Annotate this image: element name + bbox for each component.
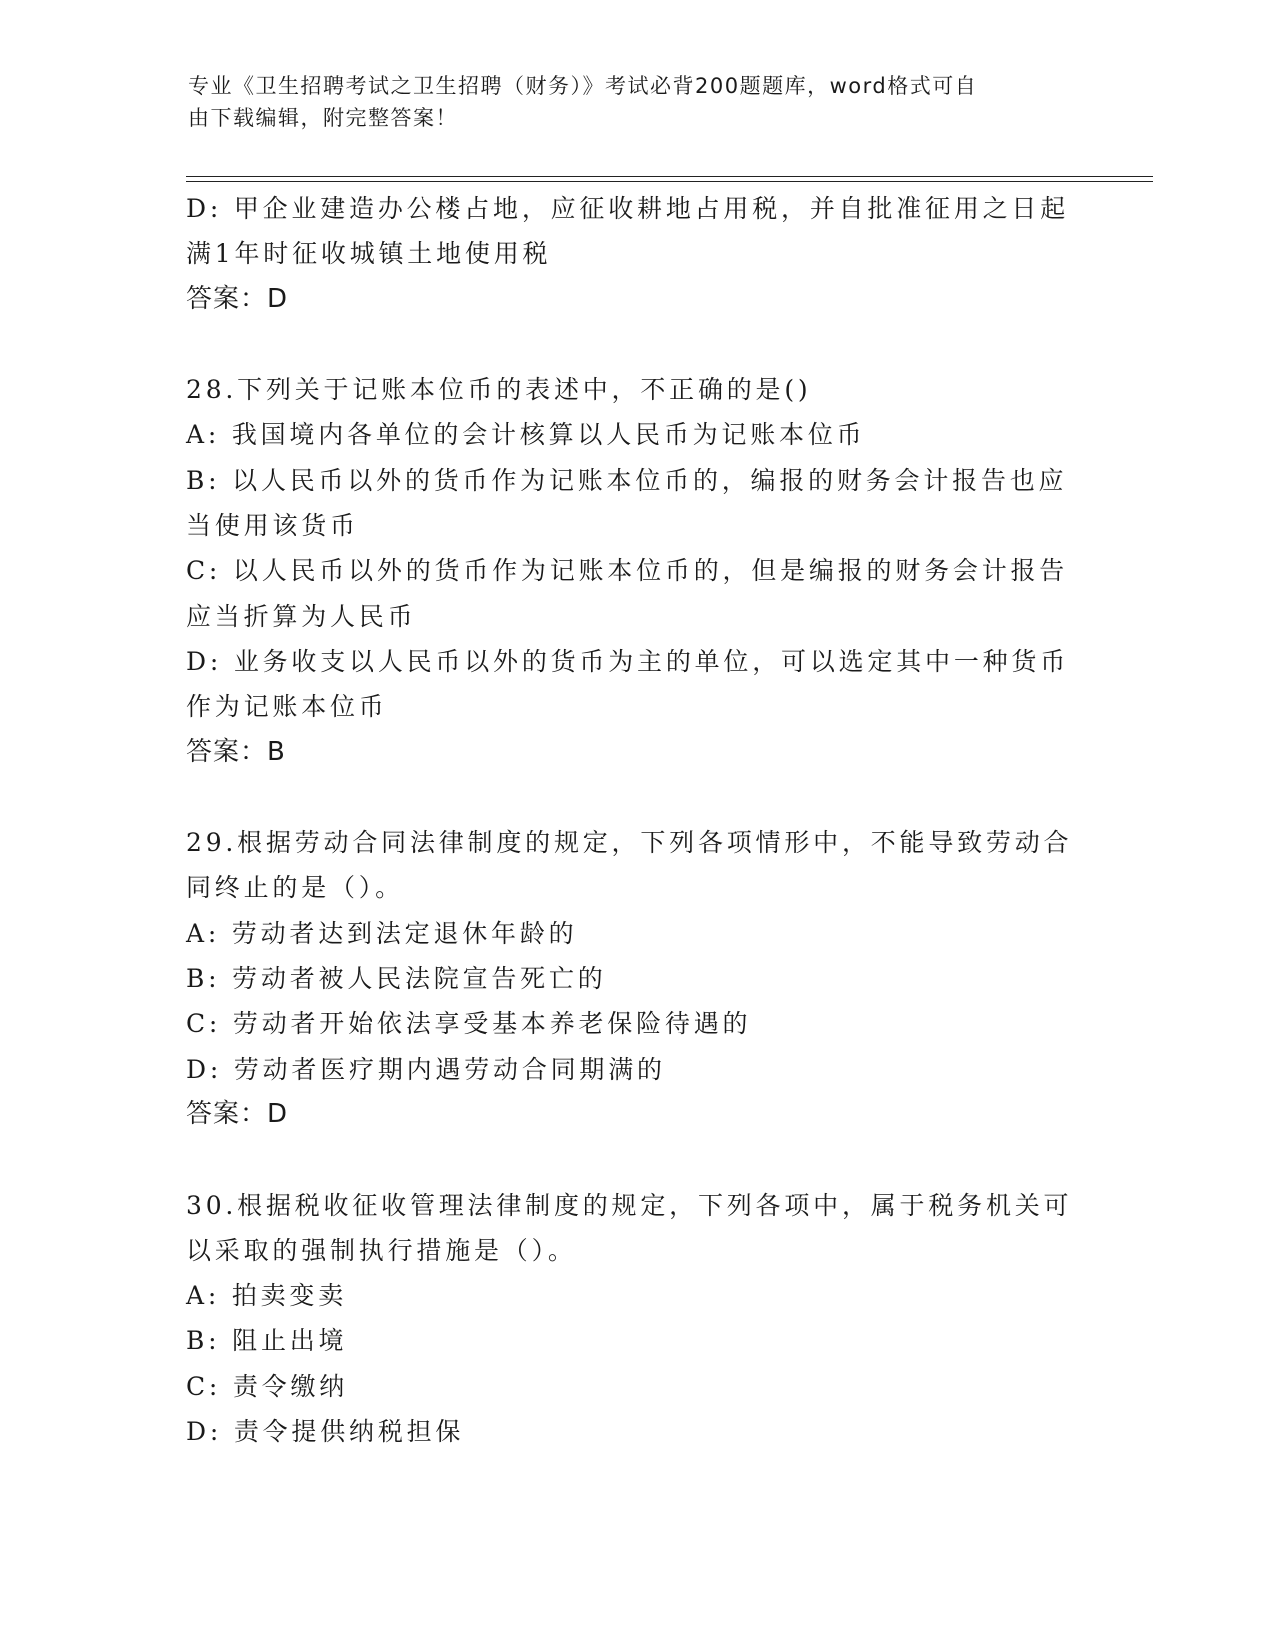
- header-line-2: 由下载编辑，附完整答案！: [188, 106, 458, 130]
- option-b: B: 阻止出境: [186, 1326, 348, 1356]
- option-a: A: 拍卖变卖: [186, 1281, 348, 1311]
- header-line-1: 专业《卫生招聘考试之卫生招聘（财务）》考试必背200题题库，word格式可自: [188, 74, 978, 98]
- spacer: [186, 775, 1086, 820]
- question-stem: 30.根据税收征收管理法律制度的规定，下列各项中，属于税务机关可: [186, 1190, 1073, 1220]
- option-c-cont: 应当折算为人民币: [186, 601, 417, 631]
- question-29: [186, 820, 1086, 1137]
- question-stem: 29.根据劳动合同法律制度的规定，下列各项情形中，不能导致劳动合: [186, 828, 1073, 858]
- answer-label: 答案：D: [186, 1098, 289, 1129]
- question-stem: 28.下列关于记账本位币的表述中，不正确的是(): [186, 375, 812, 405]
- document-header: [188, 70, 1068, 134]
- option-c: C: 责令缴纳: [186, 1371, 349, 1401]
- answer-label: 答案：D: [186, 283, 289, 314]
- spacer: [186, 322, 1086, 367]
- option-b: B: 以人民币以外的货币作为记账本位币的，编报的财务会计报告也应: [186, 465, 1068, 495]
- option-d-cont: 满1年时征收城镇土地使用税: [186, 239, 552, 269]
- option-a: A: 我国境内各单位的会计核算以人民币为记账本位币: [186, 420, 866, 450]
- option-d: D: 业务收支以人民币以外的货币为主的单位，可以选定其中一种货币: [186, 646, 1070, 676]
- option-b-cont: 当使用该货币: [186, 511, 359, 541]
- question-27-continued: [186, 186, 1086, 322]
- question-28: [186, 367, 1086, 775]
- question-list: [186, 186, 1086, 1454]
- option-c: C: 劳动者开始依法享受基本养老保险待遇的: [186, 1009, 752, 1039]
- option-a: A: 劳动者达到法定退休年龄的: [186, 918, 578, 948]
- option-d: D: 责令提供纳税担保: [186, 1417, 465, 1447]
- option-d-cont: 作为记账本位币: [186, 692, 388, 722]
- option-c: C: 以人民币以外的货币作为记账本位币的，但是编报的财务会计报告: [186, 556, 1069, 586]
- question-stem-cont: 以采取的强制执行措施是（）。: [186, 1235, 577, 1265]
- spacer: [186, 1137, 1086, 1182]
- question-stem-cont: 同终止的是（）。: [186, 873, 404, 903]
- header-divider: [186, 176, 1153, 182]
- option-d: D: 甲企业建造办公楼占地，应征收耕地占用税，并自批准征用之日起: [186, 194, 1070, 223]
- answer-label: 答案：B: [186, 736, 286, 767]
- option-d: D: 劳动者医疗期内遇劳动合同期满的: [186, 1054, 666, 1084]
- option-b: B: 劳动者被人民法院宣告死亡的: [186, 964, 607, 994]
- question-30: [186, 1183, 1086, 1455]
